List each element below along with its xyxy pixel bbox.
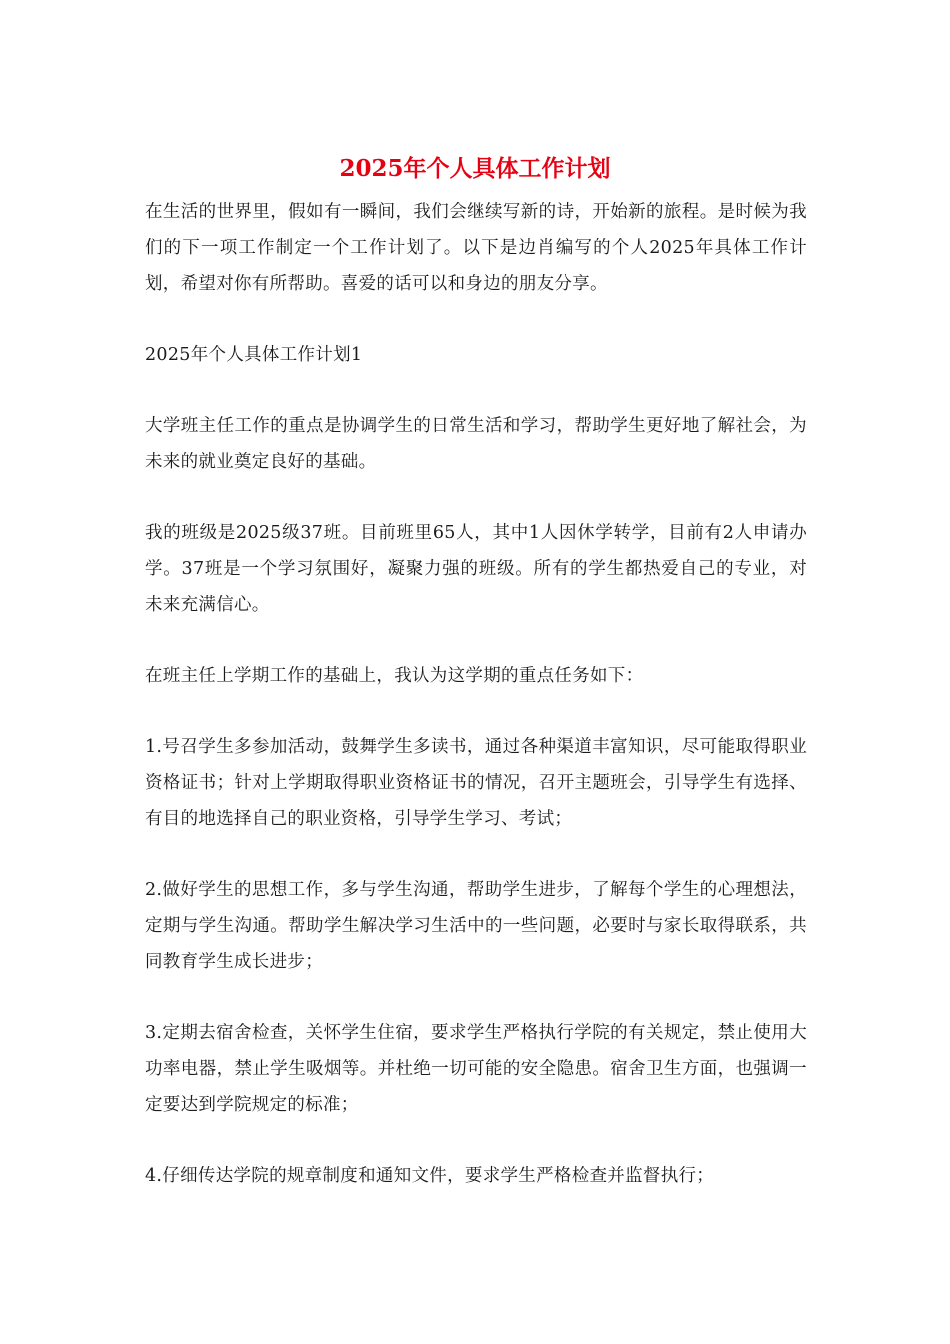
list-item: 4.仔细传达学院的规章制度和通知文件，要求学生严格检查并监督执行； [145, 1166, 715, 1186]
section-heading: 2025年个人具体工作计划1 [145, 345, 363, 365]
body-paragraph: 我的班级是2025级37班。目前班里65人，其中1人因休学转学，目前有2人申请办学。37班是一个学习氛围好，凝聚力强的班级。所有的学生都热爱自己的专业，对未来充满信心。 [145, 523, 807, 615]
document-body [145, 194, 807, 1194]
body-paragraph: 大学班主任工作的重点是协调学生的日常生活和学习，帮助学生更好地了解社会，为未来的就业奠定良好的基础。 [145, 416, 807, 472]
document-title: 2025年个人具体工作计划 [339, 155, 611, 182]
list-item: 3.定期去宿舍检查，关怀学生住宿，要求学生严格执行学院的有关规定，禁止使用大功率电器，禁止学生吸烟等。并杜绝一切可能的安全隐患。宿舍卫生方面，也强调一定要达到学院规定的标准； [145, 1023, 807, 1115]
intro-paragraph: 在生活的世界里，假如有一瞬间，我们会继续写新的诗，开始新的旅程。是时候为我们的下一项工作制定一个工作计划了。以下是边肖编写的个人2025年具体工作计划，希望对你有所帮助。喜爱的话可以和身边的朋友分享。 [145, 202, 807, 294]
list-item: 2.做好学生的思想工作，多与学生沟通，帮助学生进步，了解每个学生的心理想法，定期与学生沟通。帮助学生解决学习生活中的一些问题，必要时与家长取得联系，共同教育学生成长进步； [145, 880, 807, 972]
list-item: 1.号召学生多参加活动，鼓舞学生多读书，通过各种渠道丰富知识，尽可能取得职业资格证书；针对上学期取得职业资格证书的情况，召开主题班会，引导学生有选择、有目的地选择自己的职业资格，引导学生学习、考试； [145, 737, 807, 829]
body-paragraph: 在班主任上学期工作的基础上，我认为这学期的重点任务如下： [145, 666, 644, 686]
